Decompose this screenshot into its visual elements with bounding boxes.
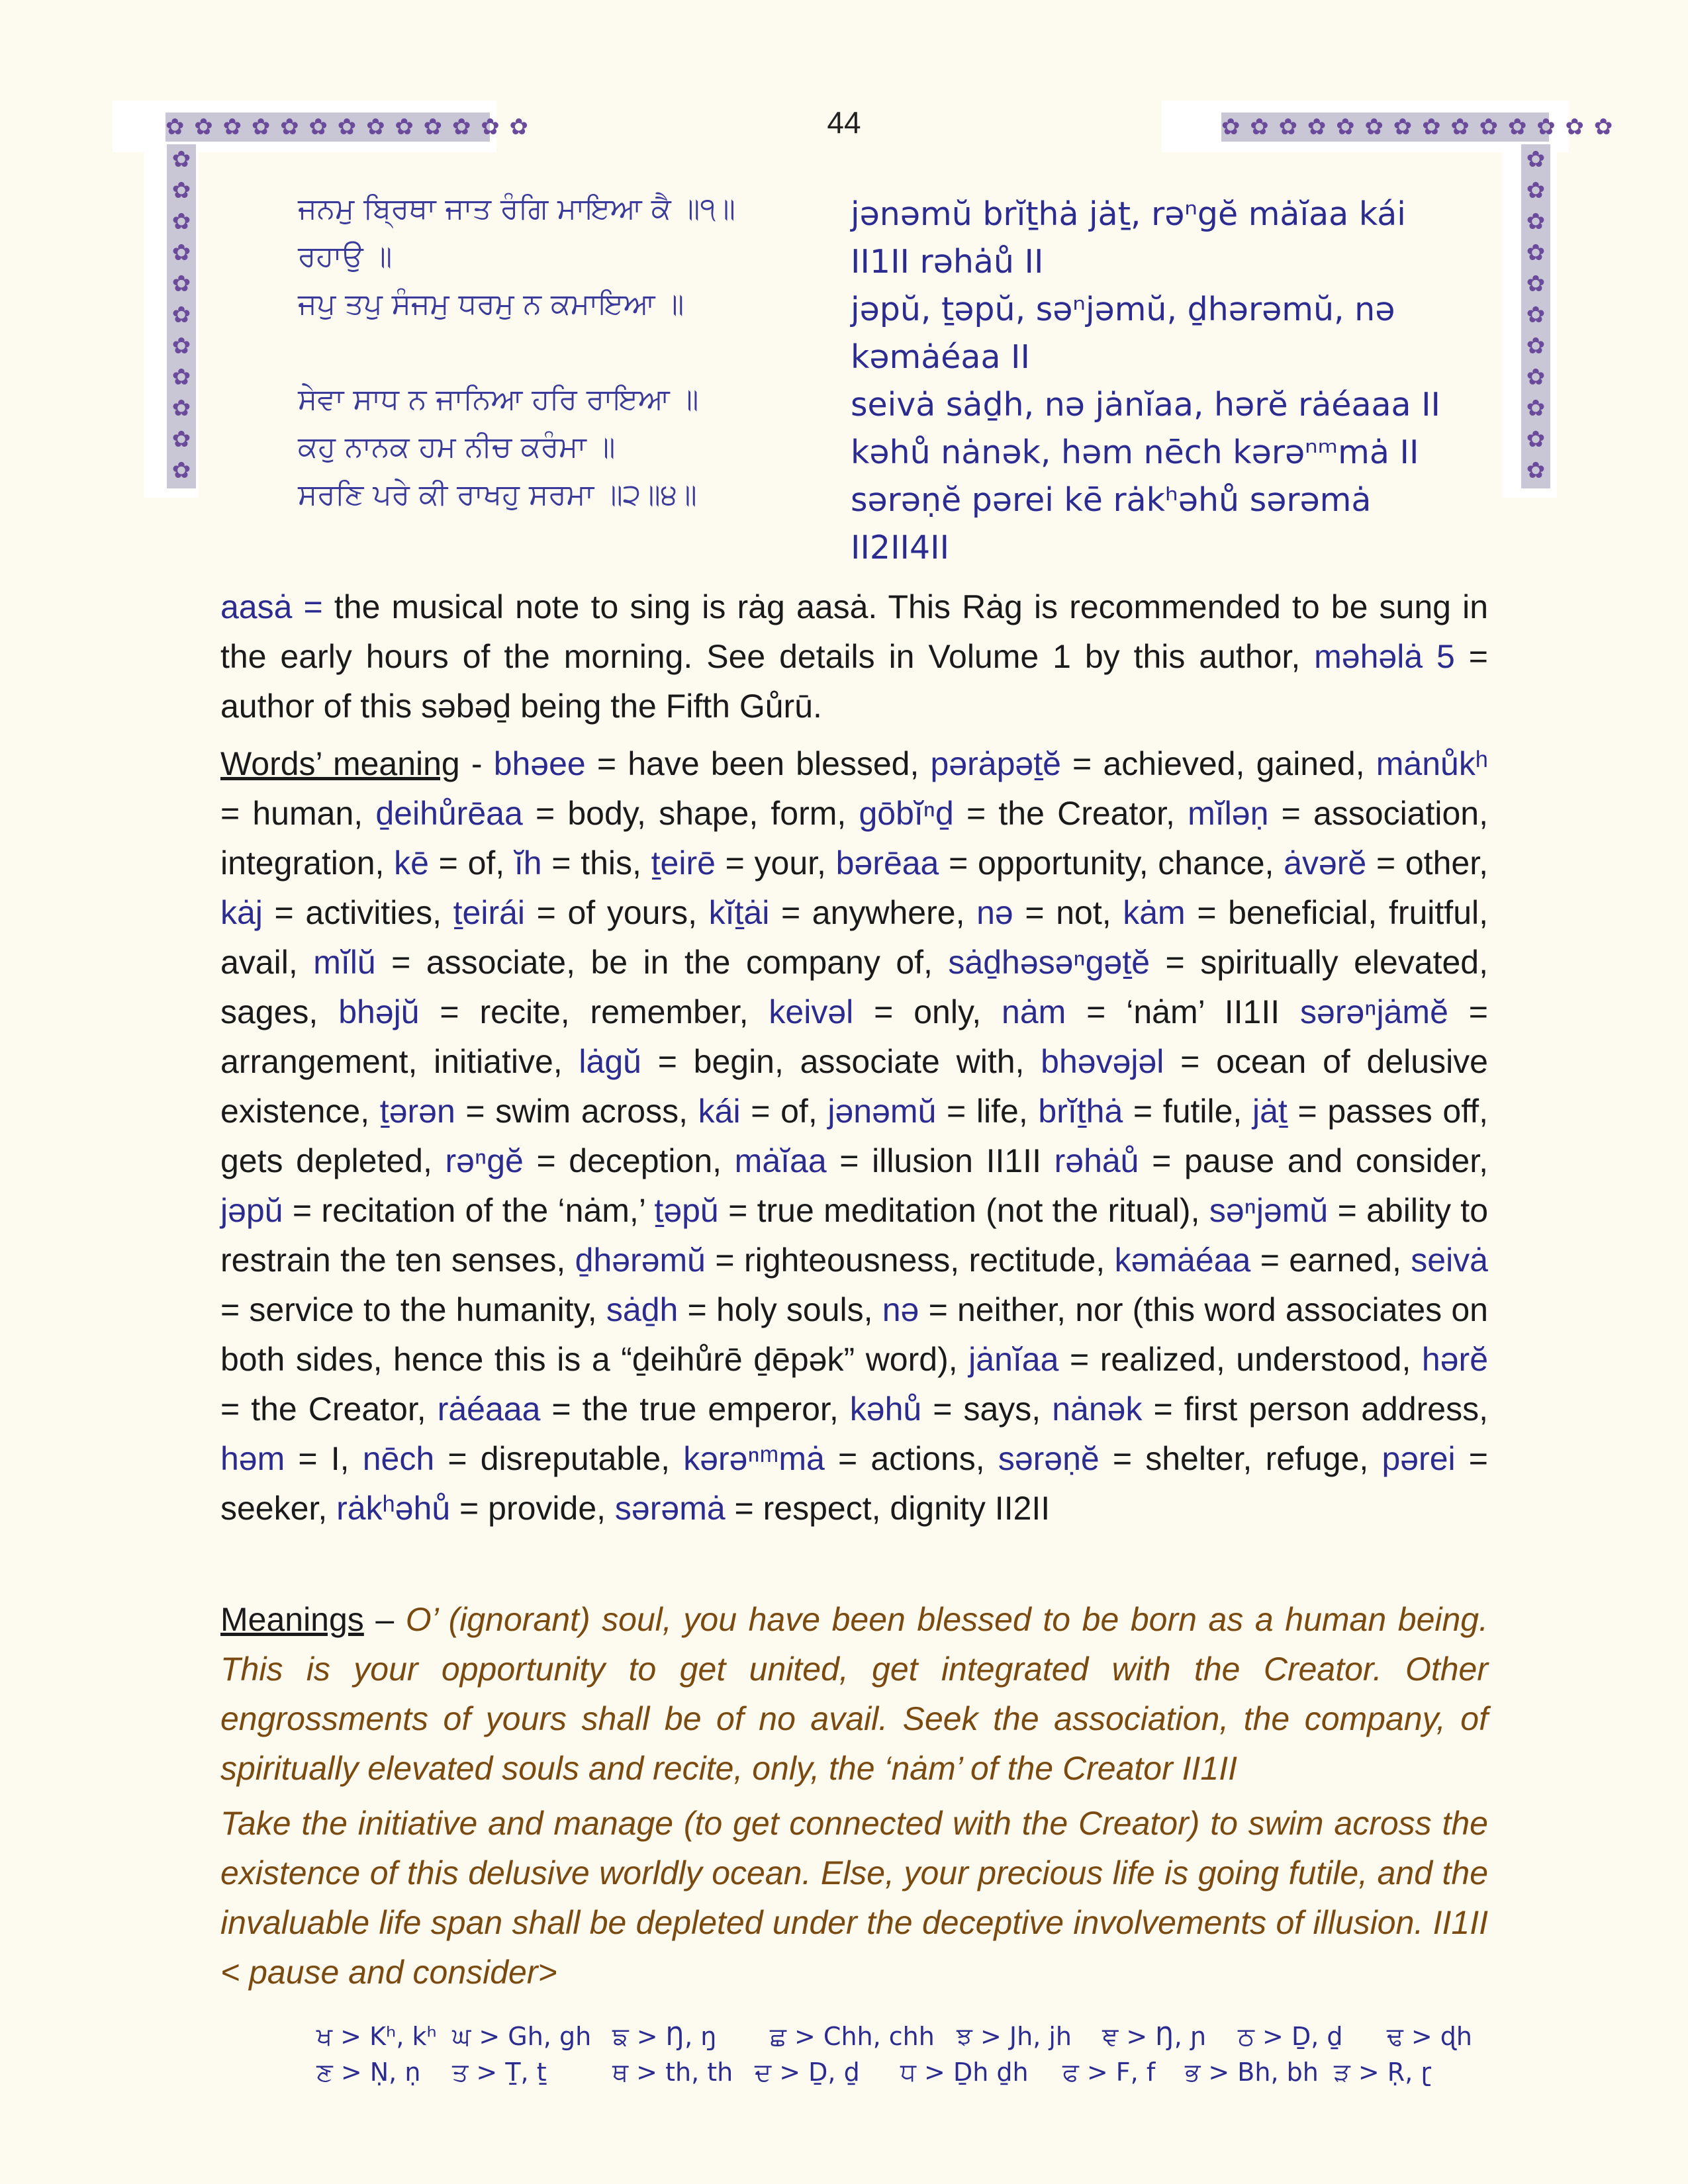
glossary-term: bhəjŭ <box>338 993 420 1030</box>
aasa-term: aasȧ = <box>220 588 323 625</box>
gurmukhi-verse <box>298 185 774 519</box>
glossary-definition: = only, <box>853 993 1002 1030</box>
glossary-term: jȧnĭaa <box>968 1341 1059 1378</box>
gurmukhi-line: ਜਪੁ ਤਪੁ ਸੰਜਮੁ ਧਰਮੁ ਨ ਕਮਾਇਆ ॥ <box>298 287 684 321</box>
glossary-term: kərəⁿᵐmȧ <box>683 1440 825 1477</box>
key-cell: ੜ > Ṛ, ɽ <box>1334 2058 1431 2087</box>
glossary-definition: = ability to restrain the ten senses, <box>220 1192 1489 1279</box>
glossary-definition: = neither, nor (this word associates on both sides, hence this is a “ḏeihůrē ḏēpək” word), <box>220 1291 1488 1378</box>
glossary-term: sərəⁿjȧmĕ <box>1300 993 1448 1030</box>
glossary-definition: = respect, dignity II2II <box>725 1490 1051 1527</box>
translit-line: sərəṇĕ pərei kē rȧkʰəhů sərəmȧ <box>851 481 1372 519</box>
glossary-term: jənəmŭ <box>827 1093 937 1130</box>
glossary-definition: = of, <box>740 1093 828 1130</box>
glossary-definition: = begin, associate with, <box>641 1043 1041 1080</box>
glossary-definition: = shelter, refuge, <box>1099 1440 1382 1477</box>
words-meaning-section <box>220 739 1488 1533</box>
key-cell: ਤ > Ṯ, ṯ <box>452 2058 547 2087</box>
key-cell: ਣ > Ṇ, ṇ <box>316 2058 421 2087</box>
ornament-border-left: ✿ ✿ ✿ ✿ ✿ ✿ ✿ ✿ ✿ ✿ ✿ <box>167 144 196 488</box>
glossary-definition: = associate, be in the company of, <box>375 944 949 981</box>
glossary-term: gōbĭⁿḏ <box>859 795 954 832</box>
ornament-border-top-left: ✿ ✿ ✿ ✿ ✿ ✿ ✿ ✿ ✿ ✿ ✿ ✿ ✿ <box>165 114 530 140</box>
glossary-term: kĭṯȧi <box>708 894 770 931</box>
glossary-term: rȧéaaa <box>437 1390 541 1428</box>
key-cell: ਘ > Gh, gh <box>452 2022 592 2051</box>
glossary-term: kəhů <box>849 1390 922 1428</box>
glossary-term: mȧĭaa <box>734 1142 827 1179</box>
gurmukhi-line: ਰਹਾਉ ॥ <box>298 240 393 273</box>
key-cell: ਥ > th, th <box>612 2058 733 2087</box>
glossary-definition: = ‘nȧm’ II1II <box>1066 993 1301 1030</box>
glossary-term: kȧm <box>1123 894 1186 931</box>
meanings-text-1: O’ (ignorant) soul, you have been blessed to be born as a human being. This is your opportunity to get united, get integrated with the Creator. Other engrossments of yours shall be of no avail. Seek the association, the company, of spiritually elevated souls and recite, only, the ‘nȧm’ of the Creator II1II <box>220 1601 1488 1787</box>
glossary-definition: = the Creator, <box>953 795 1188 832</box>
glossary-definition: = of, <box>428 844 514 882</box>
glossary-definition: = first person address, <box>1142 1390 1488 1428</box>
glossary-definition: = ocean of delusive existence, <box>220 1043 1488 1130</box>
glossary-term: rȧkʰəhů <box>336 1490 451 1527</box>
glossary-term: kē <box>394 844 429 882</box>
glossary-term: lȧgŭ <box>579 1043 641 1080</box>
glossary-definition: = body, shape, form, <box>522 795 859 832</box>
glossary-definition: = says, <box>921 1390 1053 1428</box>
glossary-definition: = holy souls, <box>678 1291 882 1328</box>
glossary-term: seivȧ <box>1411 1242 1488 1279</box>
ornament-border-right: ✿ ✿ ✿ ✿ ✿ ✿ ✿ ✿ ✿ ✿ ✿ <box>1521 144 1550 488</box>
gurmukhi-line: ਸੇਵਾ ਸਾਧ ਨ ਜਾਨਿਆ ਹਰਿ ਰਾਇਆ ॥ <box>298 383 699 416</box>
meanings-section <box>220 1595 1488 1997</box>
glossary-term: ṯeirē <box>651 844 716 882</box>
glossary-definition: = other, <box>1366 844 1488 882</box>
glossary-definition: = swim across, <box>455 1093 698 1130</box>
glossary-term: kái <box>698 1093 741 1130</box>
glossary-definition: = beneficial, fruitful, avail, <box>220 894 1488 981</box>
glossary-definition: = this, <box>541 844 651 882</box>
key-cell: ਦ > Ḏ, ḏ <box>755 2058 860 2087</box>
glossary-definition: = the Creator, <box>220 1390 438 1428</box>
words-meaning-heading: Words’ meaning <box>220 745 460 782</box>
glossary-definition: = your, <box>715 844 836 882</box>
glossary-definition: = human, <box>220 795 376 832</box>
glossary-definition: = achieved, gained, <box>1060 745 1376 782</box>
glossary-definition: = arrangement, initiative, <box>220 993 1488 1080</box>
key-cell: ਛ > Chh, chh <box>770 2022 935 2051</box>
glossary-definition: = opportunity, chance, <box>939 844 1284 882</box>
key-cell: ਭ > Bh, bh <box>1185 2058 1319 2087</box>
glossary-definition: = of yours, <box>525 894 709 931</box>
glossary-definition: = I, <box>285 1440 363 1477</box>
glossary-definition: = actions, <box>824 1440 998 1477</box>
glossary-term: jəpŭ <box>220 1192 283 1229</box>
glossary-definition: = realized, understood, <box>1058 1341 1422 1378</box>
glossary-definition: = disreputable, <box>434 1440 684 1477</box>
glossary-definition: = activities, <box>262 894 453 931</box>
key-row <box>316 2022 1472 2058</box>
key-cell: ਖ > Kʰ, kʰ <box>316 2022 437 2051</box>
key-cell: ਫ > F, f <box>1062 2058 1156 2087</box>
aasa-definition: the musical note to sing is rȧg aasȧ. This Rȧg is recommended to be sung in the early hours of the morning. See details in Volume 1 by this author, <box>220 588 1489 675</box>
glossary-definition: = pause and consider, <box>1139 1142 1489 1179</box>
glossary-term: kəmȧéaa <box>1114 1242 1251 1279</box>
glossary-term: mȧnůkʰ <box>1376 745 1489 782</box>
key-cell: ਙ > Ŋ, ŋ <box>612 2022 717 2051</box>
glossary-term: ḏeihůrēaa <box>375 795 523 832</box>
meanings-text-2: Take the initiative and manage (to get connected with the Creator) to swim across the existence of this delusive worldly ocean. Else, your precious life is going futile, and the invaluable life span shall be depleted under the deceptive involvements of illusion. II1II < pause and consider> <box>220 1805 1488 1991</box>
translit-line: kəhů nȧnək, həm nēch kərəⁿᵐmȧ II <box>851 433 1419 471</box>
glossary-entries <box>220 745 1488 1527</box>
glossary-definition: = association, integration, <box>220 795 1488 882</box>
gurmukhi-line: ਕਹੁ ਨਾਨਕ ਹਮ ਨੀਚ ਕਰੰਮਾ ॥ <box>298 430 616 464</box>
glossary-definition: = spiritually elevated, sages, <box>220 944 1489 1030</box>
transliteration-verse <box>851 191 1446 572</box>
glossary-definition: = service to the humanity, <box>220 1291 606 1328</box>
gurmukhi-line: ਜਨਮੁ ਬ੍ਰਿਥਾ ਜਾਤ ਰੰਗਿ ਮਾਇਆ ਕੈ ॥੧॥ <box>298 192 735 226</box>
glossary-term: rəhȧů <box>1054 1142 1139 1179</box>
intro-paragraph <box>220 582 1488 731</box>
glossary-term: bhəvəjəl <box>1041 1043 1164 1080</box>
words-meaning-dash: - <box>459 745 494 782</box>
translit-line: jəpŭ, ṯəpŭ, səⁿjəmŭ, ḏhərəmŭ, nə <box>851 291 1395 328</box>
glossary-definition: = recite, remember, <box>419 993 769 1030</box>
transliteration-key <box>316 2022 1472 2093</box>
glossary-term: nə <box>882 1291 919 1328</box>
glossary-term: bhəee <box>493 745 586 782</box>
glossary-term: nȧnək <box>1052 1390 1143 1428</box>
glossary-definition: = recitation of the ‘nȧm,’ <box>283 1192 655 1229</box>
glossary-definition: = have been blessed, <box>585 745 931 782</box>
meanings-para-1 <box>220 1595 1488 1794</box>
translit-line: kəmȧéaa II <box>851 338 1030 376</box>
glossary-term: jȧṯ <box>1252 1093 1288 1130</box>
translit-line: jənəmŭ brĭṯhȧ jȧṯ, rəⁿgĕ mȧĭaa kái <box>851 195 1406 233</box>
ornament-border-top-right: ✿ ✿ ✿ ✿ ✿ ✿ ✿ ✿ ✿ ✿ ✿ ✿ ✿ ✿ <box>1221 114 1615 140</box>
glossary-term: sȧḏh <box>606 1291 679 1328</box>
key-cell: ਢ > ɖh <box>1387 2022 1473 2051</box>
glossary-definition: = righteousness, rectitude, <box>705 1242 1115 1279</box>
glossary-term: rəⁿgĕ <box>445 1142 524 1179</box>
glossary-term: sȧḏhəsəⁿgəṯĕ <box>948 944 1150 981</box>
key-cell: ਝ > Jh, jh <box>957 2022 1072 2051</box>
key-cell: ਧ > Ḏh ḏh <box>900 2058 1029 2087</box>
mahala-term: məhəlȧ 5 <box>1314 638 1455 675</box>
glossary-definition: = seeker, <box>220 1440 1488 1527</box>
glossary-term: brĭṯhȧ <box>1038 1093 1123 1130</box>
glossary-term: nēch <box>362 1440 435 1477</box>
glossary-definition: = deception, <box>523 1142 735 1179</box>
page-number: 44 <box>827 105 861 140</box>
glossary-term: nȧm <box>1002 993 1066 1030</box>
glossary-definition: = earned, <box>1250 1242 1411 1279</box>
meanings-heading: Meanings <box>220 1601 364 1638</box>
glossary-term: nə <box>976 894 1013 931</box>
glossary-term: mĭləṇ <box>1188 795 1269 832</box>
meanings-dash: – <box>363 1601 406 1638</box>
glossary-term: ȧvərĕ <box>1284 844 1367 882</box>
glossary-definition: = true meditation (not the ritual), <box>718 1192 1209 1229</box>
glossary-definition: = the true emperor, <box>540 1390 850 1428</box>
glossary-term: bərēaa <box>835 844 939 882</box>
translit-line: II2II4II <box>851 529 950 567</box>
translit-line: seivȧ sȧḏh, nə jȧnĭaa, hərĕ rȧéaaa II <box>851 386 1440 424</box>
glossary-term: pərȧpəṯĕ <box>930 745 1061 782</box>
glossary-term: ṯəpŭ <box>654 1192 719 1229</box>
glossary-definition: = provide, <box>450 1490 615 1527</box>
glossary-definition: = illusion II1II <box>826 1142 1055 1179</box>
glossary-term: ṯərən <box>379 1093 455 1130</box>
glossary-definition: = life, <box>936 1093 1039 1130</box>
glossary-term: ĭh <box>514 844 542 882</box>
gurmukhi-line: ਸਰਣਿ ਪਰੇ ਕੀ ਰਾਖਹੁ ਸਰਮਾ ॥੨॥੪॥ <box>298 478 697 512</box>
glossary-definition: = anywhere, <box>769 894 977 931</box>
glossary-term: həm <box>220 1440 285 1477</box>
translit-line: II1II rəhȧů II <box>851 243 1044 281</box>
glossary-term: mĭlŭ <box>313 944 376 981</box>
glossary-term: səⁿjəmŭ <box>1209 1192 1329 1229</box>
mahala-definition: = author of this səbəḏ being the Fifth Gůrū. <box>220 638 1488 725</box>
glossary-term: kȧj <box>220 894 263 931</box>
key-cell: ਠ > Ḏ, ḏ <box>1238 2022 1343 2051</box>
glossary-term: sərəmȧ <box>614 1490 726 1527</box>
glossary-term: hərĕ <box>1421 1341 1488 1378</box>
glossary-term: keivəl <box>769 993 854 1030</box>
glossary-term: ṯeirái <box>453 894 526 931</box>
key-cell: ਞ > Ŋ, ɲ <box>1102 2022 1207 2051</box>
glossary-term: sərəṇĕ <box>998 1440 1100 1477</box>
glossary-definition: = not, <box>1013 894 1123 931</box>
glossary-definition: = passes off, gets depleted, <box>220 1093 1489 1179</box>
glossary-definition: = futile, <box>1123 1093 1252 1130</box>
glossary-term: ḏhərəmŭ <box>575 1242 706 1279</box>
key-row <box>316 2058 1472 2093</box>
glossary-term: pərei <box>1382 1440 1456 1477</box>
